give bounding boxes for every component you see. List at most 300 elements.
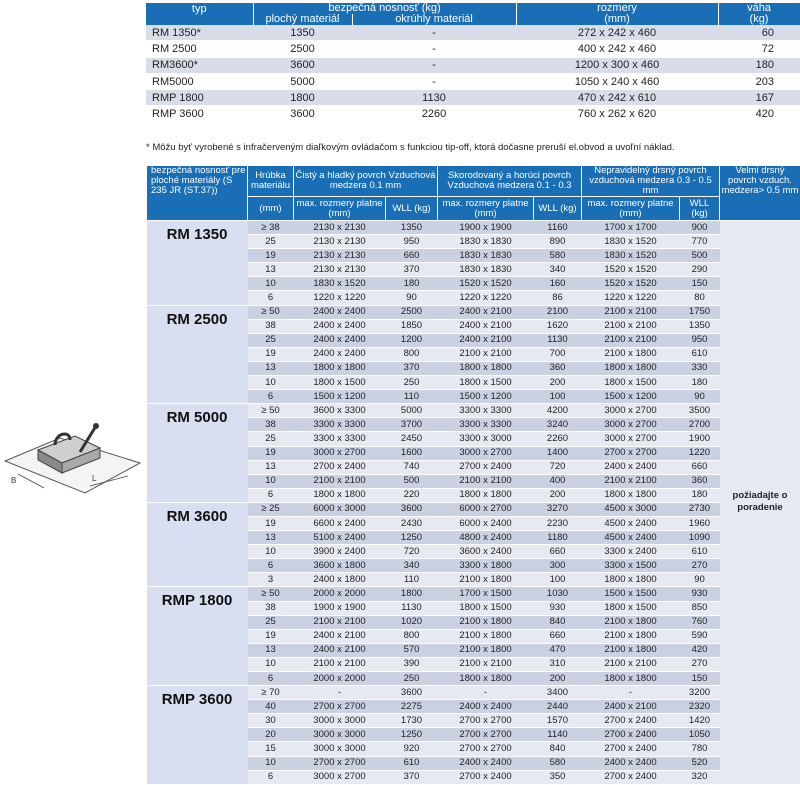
cell-wll-corroded: 86 (534, 291, 582, 305)
cell-wll-corroded: 1160 (534, 221, 582, 235)
summary-table (146, 3, 800, 123)
header-nosnost: bezpečná nosnosť (kg) (253, 3, 516, 14)
cell-max-dims-corroded: 1520 x 1520 (438, 277, 534, 291)
cell-wll-clean: 570 (386, 643, 438, 657)
cell-thickness: 3 (248, 573, 294, 587)
footnote: * Môžu byť vyrobené s infračerveným diaľkovým ovládačom s funkciou tip-off, ktorá dočasne preruší el.obvod a uvoľní náklad. (146, 142, 675, 153)
cell-wll-clean: 2430 (386, 516, 438, 530)
cell-max-dims-rough: 2100 x 2100 (582, 305, 680, 319)
cell-thickness: 6 (248, 559, 294, 573)
cell-max-dims-corroded: 2400 x 2400 (438, 756, 534, 770)
cell-max-dims-rough: 3300 x 2400 (582, 545, 680, 559)
cell-max-dims-corroded: 3300 x 1800 (438, 559, 534, 573)
cell-max-dims-corroded: 2400 x 2100 (438, 305, 534, 319)
cell-max-dims-corroded: 1800 x 1800 (438, 361, 534, 375)
cell-wll-corroded: 400 (534, 474, 582, 488)
cell-wll-clean: 3700 (386, 418, 438, 432)
cell-rozmery: 760 x 262 x 620 (516, 106, 718, 122)
cell-max-dims-corroded: 3000 x 2700 (438, 446, 534, 460)
cell-max-dims-rough: 1800 x 1800 (582, 672, 680, 686)
cell-wll-clean: 250 (386, 672, 438, 686)
cell-wll-rough: 2700 (680, 418, 720, 432)
cell-max-dims-clean: 3000 x 3000 (294, 742, 386, 756)
cell-thickness: 6 (248, 672, 294, 686)
cell-thickness: 19 (248, 516, 294, 530)
cell-thickness: 25 (248, 615, 294, 629)
cell-wll-rough: 1090 (680, 531, 720, 545)
capacity-row (147, 305, 800, 319)
cell-wll-corroded: 340 (534, 263, 582, 277)
cell-max-dims-rough: 1520 x 1520 (582, 277, 680, 291)
cell-wll-rough: 950 (680, 333, 720, 347)
cell-wll-corroded: 1400 (534, 446, 582, 460)
cell-wll-rough: 180 (680, 488, 720, 502)
cell-max-dims-corroded: 1500 x 1200 (438, 390, 534, 404)
cell-wll-clean: 950 (386, 235, 438, 249)
cell-wll-rough: 180 (680, 376, 720, 390)
cell-okruhly: 1130 (352, 90, 516, 106)
cell-max-dims-clean: 2000 x 2000 (294, 587, 386, 601)
capacity-row (147, 404, 800, 418)
cell-max-dims-clean: 2700 x 2700 (294, 756, 386, 770)
cell-wll-rough: 420 (680, 643, 720, 657)
cell-vaha: 60 (718, 25, 800, 41)
cell-max-dims-rough: 3000 x 2700 (582, 432, 680, 446)
cell-wll-clean: 920 (386, 742, 438, 756)
cell-max-dims-clean: 3300 x 3300 (294, 432, 386, 446)
cell-wll-corroded: 890 (534, 235, 582, 249)
request-advice-cell: požiadajte o poradenie (720, 221, 800, 785)
header-typ: typ (146, 3, 253, 25)
cell-max-dims-corroded: 2100 x 2100 (438, 347, 534, 361)
cell-wll-clean: 610 (386, 756, 438, 770)
cell-max-dims-corroded: 2700 x 2400 (438, 460, 534, 474)
cell-max-dims-rough: 2400 x 2100 (582, 700, 680, 714)
cell-max-dims-corroded: 3300 x 3300 (438, 404, 534, 418)
cell-max-dims-corroded: 2400 x 2100 (438, 319, 534, 333)
cell-max-dims-clean: 2130 x 2130 (294, 221, 386, 235)
cell-max-dims-clean: 2130 x 2130 (294, 249, 386, 263)
cell-thickness: 38 (248, 418, 294, 432)
cell-wll-rough: 930 (680, 587, 720, 601)
cell-max-dims-rough: 2100 x 2100 (582, 474, 680, 488)
cell-wll-rough: 270 (680, 657, 720, 671)
cell-wll-rough: 90 (680, 390, 720, 404)
cell-wll-corroded: 2100 (534, 305, 582, 319)
cell-wll-rough: 150 (680, 277, 720, 291)
cell-thickness: 38 (248, 319, 294, 333)
cell-max-dims-clean: 3000 x 3000 (294, 728, 386, 742)
cell-max-dims-rough: 1800 x 1500 (582, 376, 680, 390)
cell-max-dims-rough: 1520 x 1520 (582, 263, 680, 277)
cell-max-dims-corroded: 3600 x 2400 (438, 545, 534, 559)
cell-thickness: ≥ 25 (248, 502, 294, 516)
cell-wll-clean: 220 (386, 488, 438, 502)
header-okruhly: okrúhly materiál (352, 14, 516, 25)
capacity-table (146, 165, 800, 785)
cell-thickness: 13 (248, 460, 294, 474)
cell-thickness: 25 (248, 333, 294, 347)
cell-wll-corroded: 840 (534, 742, 582, 756)
cell-plochy: 3600 (253, 57, 352, 73)
cell-wll-clean: 180 (386, 277, 438, 291)
cell-max-dims-corroded: 2400 x 2400 (438, 700, 534, 714)
cell-wll-corroded: 360 (534, 361, 582, 375)
cell-max-dims-clean: 1500 x 1200 (294, 390, 386, 404)
model-name: RM 1350 (147, 221, 248, 306)
cell-max-dims-clean: 3600 x 3300 (294, 404, 386, 418)
cell-max-dims-rough: 1830 x 1520 (582, 249, 680, 263)
cell-wll-clean: 110 (386, 573, 438, 587)
cell-max-dims-clean: 2130 x 2130 (294, 263, 386, 277)
summary-row (146, 25, 800, 41)
cell-max-dims-clean: 6000 x 3000 (294, 502, 386, 516)
cell-wll-rough: 780 (680, 742, 720, 756)
cell-max-dims-rough: 3000 x 2700 (582, 404, 680, 418)
header-max-dims-2: max. rozmery platne (mm) (438, 197, 534, 221)
cell-max-dims-clean: 2100 x 2100 (294, 657, 386, 671)
cell-wll-clean: 1130 (386, 601, 438, 615)
cell-max-dims-clean: 2400 x 1800 (294, 573, 386, 587)
cell-wll-corroded: 660 (534, 629, 582, 643)
model-name: RM 3600 (147, 502, 248, 587)
cell-wll-rough: 80 (680, 291, 720, 305)
cell-thickness: ≥ 70 (248, 686, 294, 700)
cell-max-dims-clean: 1830 x 1520 (294, 277, 386, 291)
cell-rozmery: 470 x 242 x 610 (516, 90, 718, 106)
cell-max-dims-rough: 3300 x 1500 (582, 559, 680, 573)
cell-max-dims-corroded: 2400 x 2100 (438, 333, 534, 347)
header-wll-1: WLL (kg) (386, 197, 438, 221)
cell-typ: RMP 3600 (146, 106, 253, 122)
cell-max-dims-corroded: 6000 x 2400 (438, 516, 534, 530)
cell-max-dims-rough: 2100 x 1800 (582, 347, 680, 361)
cell-max-dims-corroded: 3300 x 3000 (438, 432, 534, 446)
cell-thickness: 38 (248, 601, 294, 615)
cell-max-dims-rough: 1220 x 1220 (582, 291, 680, 305)
cell-thickness: 6 (248, 390, 294, 404)
cell-max-dims-rough: 4500 x 3000 (582, 502, 680, 516)
cell-wll-corroded: 100 (534, 390, 582, 404)
cell-wll-clean: 500 (386, 474, 438, 488)
cell-wll-rough: 1350 (680, 319, 720, 333)
cell-thickness: 10 (248, 545, 294, 559)
cell-max-dims-clean: 1800 x 1500 (294, 376, 386, 390)
cell-max-dims-rough: 1800 x 1800 (582, 488, 680, 502)
header-hrubka-unit: (mm) (248, 197, 294, 221)
cell-wll-corroded: 3270 (534, 502, 582, 516)
cell-wll-corroded: 1570 (534, 714, 582, 728)
cell-wll-corroded: 310 (534, 657, 582, 671)
cell-rozmery: 272 x 242 x 460 (516, 25, 718, 41)
cell-wll-corroded: 3400 (534, 686, 582, 700)
cell-max-dims-corroded: 2100 x 2100 (438, 474, 534, 488)
cell-wll-corroded: 160 (534, 277, 582, 291)
cell-max-dims-corroded: 2100 x 1800 (438, 629, 534, 643)
cell-okruhly: - (352, 73, 516, 89)
cell-max-dims-clean: 2700 x 2400 (294, 460, 386, 474)
cell-wll-corroded: 580 (534, 249, 582, 263)
cell-thickness: 10 (248, 474, 294, 488)
summary-row (146, 41, 800, 57)
cell-okruhly: - (352, 41, 516, 57)
capacity-row (147, 221, 800, 235)
cell-wll-rough: 2320 (680, 700, 720, 714)
cell-wll-clean: 1250 (386, 531, 438, 545)
cell-max-dims-clean: 2100 x 2100 (294, 474, 386, 488)
cell-wll-rough: 90 (680, 573, 720, 587)
cell-max-dims-corroded: 2100 x 1800 (438, 573, 534, 587)
cell-max-dims-rough: 2100 x 1800 (582, 615, 680, 629)
cell-max-dims-rough: 2700 x 2400 (582, 714, 680, 728)
cell-wll-rough: 2730 (680, 502, 720, 516)
cell-wll-rough: 770 (680, 235, 720, 249)
cell-wll-rough: 610 (680, 347, 720, 361)
cell-thickness: 10 (248, 657, 294, 671)
cell-max-dims-clean: 2400 x 2100 (294, 643, 386, 657)
cell-wll-corroded: 1130 (534, 333, 582, 347)
cell-wll-clean: 3600 (386, 502, 438, 516)
cell-wll-corroded: 660 (534, 545, 582, 559)
cell-max-dims-corroded: 1800 x 1800 (438, 672, 534, 686)
header-wll-3: WLL (kg) (680, 197, 720, 221)
cell-wll-corroded: 100 (534, 573, 582, 587)
cell-max-dims-corroded: 2700 x 2700 (438, 728, 534, 742)
header-wll-2: WLL (kg) (534, 197, 582, 221)
cell-thickness: 10 (248, 376, 294, 390)
cell-wll-corroded: 840 (534, 615, 582, 629)
cell-wll-clean: 1200 (386, 333, 438, 347)
cell-max-dims-clean: 3900 x 2400 (294, 545, 386, 559)
cell-thickness: 13 (248, 361, 294, 375)
cell-wll-corroded: 300 (534, 559, 582, 573)
cell-wll-corroded: 720 (534, 460, 582, 474)
cell-max-dims-clean: 2700 x 2700 (294, 700, 386, 714)
cell-thickness: ≥ 38 (248, 221, 294, 235)
cell-wll-corroded: 470 (534, 643, 582, 657)
cell-wll-rough: 1220 (680, 446, 720, 460)
cell-max-dims-rough: 1700 x 1700 (582, 221, 680, 235)
cell-max-dims-rough: 2700 x 2400 (582, 728, 680, 742)
summary-row (146, 106, 800, 122)
header-vaha: váha (kg) (718, 3, 800, 25)
cell-wll-rough: 500 (680, 249, 720, 263)
cell-thickness: 6 (248, 291, 294, 305)
cell-wll-rough: 1900 (680, 432, 720, 446)
cell-wll-rough: 3200 (680, 686, 720, 700)
cell-max-dims-corroded: 2700 x 2700 (438, 742, 534, 756)
cell-wll-clean: 390 (386, 657, 438, 671)
capacity-row (147, 686, 800, 700)
cell-wll-rough: 760 (680, 615, 720, 629)
cell-wll-rough: 610 (680, 545, 720, 559)
label-l: L (92, 474, 97, 483)
cell-max-dims-rough: 2100 x 1800 (582, 643, 680, 657)
cell-max-dims-rough: 3000 x 2700 (582, 418, 680, 432)
cell-thickness: 6 (248, 488, 294, 502)
cell-max-dims-rough: 2700 x 2700 (582, 446, 680, 460)
cell-thickness: 10 (248, 277, 294, 291)
cell-max-dims-clean: 2400 x 2400 (294, 319, 386, 333)
cell-max-dims-rough: 4500 x 2400 (582, 531, 680, 545)
cell-max-dims-rough: 1800 x 1800 (582, 361, 680, 375)
cell-vaha: 203 (718, 73, 800, 89)
header-max-dims-1: max. rozmery platne (mm) (294, 197, 386, 221)
cell-typ: RMP 1800 (146, 90, 253, 106)
cell-max-dims-clean: 3000 x 2700 (294, 770, 386, 784)
cell-typ: RM 2500 (146, 41, 253, 57)
capacity-row (147, 502, 800, 516)
cell-thickness: ≥ 50 (248, 305, 294, 319)
cell-thickness: 19 (248, 629, 294, 643)
cell-wll-clean: 110 (386, 390, 438, 404)
cell-max-dims-clean: 3000 x 3000 (294, 714, 386, 728)
cell-wll-rough: 360 (680, 474, 720, 488)
cell-wll-corroded: 2440 (534, 700, 582, 714)
cell-max-dims-rough: 1830 x 1520 (582, 235, 680, 249)
cell-rozmery: 400 x 242 x 460 (516, 41, 718, 57)
cell-thickness: 40 (248, 700, 294, 714)
cell-max-dims-rough: 1800 x 1800 (582, 573, 680, 587)
cell-max-dims-rough: 2100 x 1800 (582, 629, 680, 643)
cell-thickness: 13 (248, 263, 294, 277)
cell-max-dims-clean: 2400 x 2400 (294, 333, 386, 347)
cell-plochy: 1800 (253, 90, 352, 106)
cell-wll-clean: 1800 (386, 587, 438, 601)
header-rough-surface: Nepravidelný drsný povrch vzduchová medzera 0.3 - 0.5 mm (582, 166, 720, 197)
model-name: RM 5000 (147, 404, 248, 503)
cell-wll-clean: 370 (386, 770, 438, 784)
cell-wll-rough: 150 (680, 672, 720, 686)
cell-wll-clean: 2275 (386, 700, 438, 714)
cell-wll-corroded: 1140 (534, 728, 582, 742)
cell-thickness: 19 (248, 249, 294, 263)
summary-row (146, 57, 800, 73)
cell-max-dims-clean: 5100 x 2400 (294, 531, 386, 545)
header-hrubka: Hrúbka materiálu (248, 166, 294, 197)
cell-max-dims-clean: 2400 x 2400 (294, 347, 386, 361)
cell-max-dims-clean: 2000 x 2000 (294, 672, 386, 686)
model-name: RMP 3600 (147, 686, 248, 785)
cell-max-dims-corroded: 1900 x 1900 (438, 221, 534, 235)
cell-wll-clean: 1600 (386, 446, 438, 460)
cell-wll-corroded: 2260 (534, 432, 582, 446)
capacity-row (147, 587, 800, 601)
cell-wll-corroded: 2230 (534, 516, 582, 530)
cell-thickness: 25 (248, 432, 294, 446)
cell-wll-rough: 1750 (680, 305, 720, 319)
cell-wll-clean: 720 (386, 545, 438, 559)
cell-wll-rough: 1420 (680, 714, 720, 728)
cell-max-dims-clean: - (294, 686, 386, 700)
cell-max-dims-corroded: 2700 x 2700 (438, 714, 534, 728)
cell-max-dims-clean: 1900 x 1900 (294, 601, 386, 615)
cell-wll-rough: 1960 (680, 516, 720, 530)
cell-max-dims-corroded: 2700 x 2400 (438, 770, 534, 784)
cell-max-dims-corroded: 1830 x 1830 (438, 235, 534, 249)
cell-max-dims-clean: 1800 x 1800 (294, 488, 386, 502)
cell-max-dims-clean: 6600 x 2400 (294, 516, 386, 530)
header-very-rough-surface: Velmi drsný povrch vzduch. medzera> 0.5 mm (720, 166, 800, 221)
cell-thickness: ≥ 50 (248, 404, 294, 418)
summary-row (146, 90, 800, 106)
cell-vaha: 72 (718, 41, 800, 57)
cell-max-dims-corroded: - (438, 686, 534, 700)
header-max-dims-3: max. rozmery platne (mm) (582, 197, 680, 221)
cell-wll-corroded: 200 (534, 488, 582, 502)
cell-max-dims-rough: - (582, 686, 680, 700)
summary-row (146, 73, 800, 89)
header-corroded-surface: Skorodovaný a horúci povrch Vzduchová medzera 0.1 - 0.3 (438, 166, 582, 197)
label-b: B (11, 476, 16, 485)
cell-wll-rough: 290 (680, 263, 720, 277)
cell-thickness: 20 (248, 728, 294, 742)
cell-thickness: 15 (248, 742, 294, 756)
cell-max-dims-corroded: 1800 x 1500 (438, 601, 534, 615)
cell-thickness: 6 (248, 770, 294, 784)
cell-wll-clean: 1250 (386, 728, 438, 742)
cell-typ: RM 1350* (146, 25, 253, 41)
cell-vaha: 167 (718, 90, 800, 106)
cell-thickness: 10 (248, 756, 294, 770)
cell-max-dims-corroded: 2100 x 1800 (438, 615, 534, 629)
cell-thickness: 25 (248, 235, 294, 249)
cell-wll-rough: 660 (680, 460, 720, 474)
cell-wll-clean: 800 (386, 347, 438, 361)
cell-wll-rough: 3500 (680, 404, 720, 418)
cell-max-dims-rough: 2100 x 2100 (582, 319, 680, 333)
cell-max-dims-corroded: 1220 x 1220 (438, 291, 534, 305)
cell-max-dims-clean: 2400 x 2400 (294, 305, 386, 319)
cell-wll-clean: 370 (386, 361, 438, 375)
cell-max-dims-clean: 3300 x 3300 (294, 418, 386, 432)
cell-wll-clean: 5000 (386, 404, 438, 418)
cell-max-dims-corroded: 1800 x 1800 (438, 488, 534, 502)
cell-max-dims-rough: 2700 x 2400 (582, 742, 680, 756)
cell-wll-clean: 800 (386, 629, 438, 643)
cell-max-dims-rough: 2100 x 2100 (582, 333, 680, 347)
cell-wll-clean: 2450 (386, 432, 438, 446)
cell-thickness: 13 (248, 643, 294, 657)
cell-wll-clean: 1730 (386, 714, 438, 728)
magnet-illustration (0, 418, 145, 498)
cell-plochy: 3600 (253, 106, 352, 122)
cell-max-dims-rough: 4500 x 2400 (582, 516, 680, 530)
cell-wll-clean: 250 (386, 376, 438, 390)
cell-rozmery: 1200 x 300 x 460 (516, 57, 718, 73)
cell-thickness: 30 (248, 714, 294, 728)
cell-wll-corroded: 1180 (534, 531, 582, 545)
cell-wll-clean: 660 (386, 249, 438, 263)
cell-wll-clean: 90 (386, 291, 438, 305)
cell-okruhly: - (352, 25, 516, 41)
cell-max-dims-rough: 2700 x 2400 (582, 770, 680, 784)
cell-typ: RM3600* (146, 57, 253, 73)
cell-max-dims-corroded: 2100 x 2100 (438, 657, 534, 671)
cell-wll-corroded: 200 (534, 376, 582, 390)
cell-wll-rough: 520 (680, 756, 720, 770)
cell-wll-corroded: 580 (534, 756, 582, 770)
cell-max-dims-clean: 2400 x 2100 (294, 629, 386, 643)
cell-wll-clean: 340 (386, 559, 438, 573)
cell-wll-rough: 900 (680, 221, 720, 235)
cell-wll-rough: 590 (680, 629, 720, 643)
cell-thickness: 19 (248, 347, 294, 361)
cell-wll-corroded: 350 (534, 770, 582, 784)
cell-wll-clean: 1850 (386, 319, 438, 333)
cell-max-dims-rough: 1500 x 1200 (582, 390, 680, 404)
cell-max-dims-clean: 3600 x 1800 (294, 559, 386, 573)
